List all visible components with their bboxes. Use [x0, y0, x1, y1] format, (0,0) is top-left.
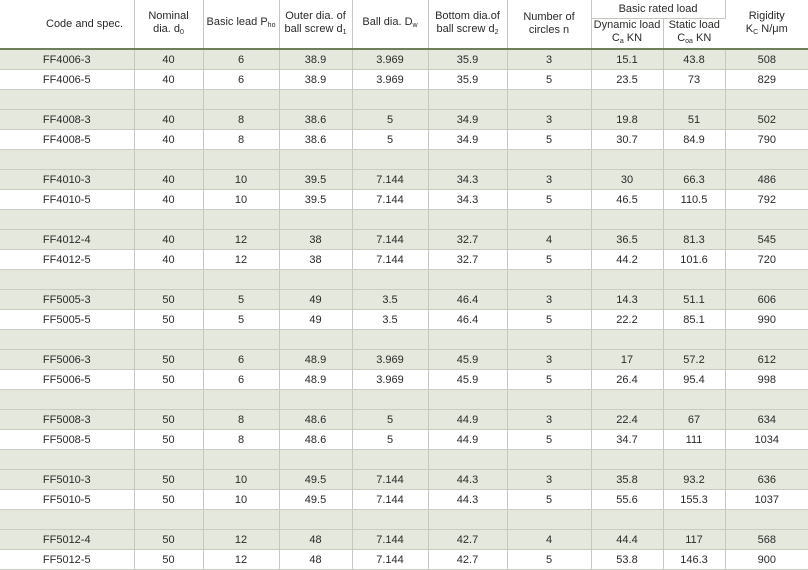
spacer-cell [352, 90, 428, 110]
spacer-cell [725, 330, 808, 350]
spacer-cell [428, 330, 507, 350]
cell-code-spec: FF5005-5 [0, 310, 134, 330]
cell-nominal-dia: 40 [134, 110, 203, 130]
cell-dynamic-load: 44.4 [591, 530, 663, 550]
cell-number-of-circles: 3 [507, 470, 591, 490]
cell-ball-dia: 3.5 [352, 310, 428, 330]
cell-rigidity: 636 [725, 470, 808, 490]
spacer-cell [663, 90, 725, 110]
cell-bottom-dia: 46.4 [428, 310, 507, 330]
cell-dynamic-load: 23.5 [591, 70, 663, 90]
cell-outer-dia: 48.9 [279, 350, 352, 370]
table-row [0, 49, 808, 70]
spacer-cell [352, 270, 428, 290]
cell-dynamic-load: 34.7 [591, 430, 663, 450]
cell-code-spec: FF4006-3 [0, 49, 134, 70]
spacer-cell [428, 210, 507, 230]
cell-rigidity: 720 [725, 250, 808, 270]
cell-number-of-circles: 5 [507, 190, 591, 210]
spacer-cell [0, 210, 134, 230]
header-rigidity: Rigidity $K_C$ N/μm [725, 0, 808, 49]
spacer-cell [352, 390, 428, 410]
cell-number-of-circles: 3 [507, 350, 591, 370]
cell-static-load: 43.8 [663, 49, 725, 70]
spacer-cell [591, 90, 663, 110]
cell-ball-dia: 7.144 [352, 530, 428, 550]
header-nominal-dia: Nominal dia. $d_0$ [134, 0, 203, 49]
cell-nominal-dia: 50 [134, 310, 203, 330]
header-basic-rated-load: Basic rated load [591, 0, 725, 19]
table-row [0, 370, 808, 390]
spacer-cell [507, 330, 591, 350]
cell-basic-lead: 10 [203, 170, 279, 190]
spacer-cell [663, 150, 725, 170]
header-outer-dia: Outer dia. of ball screw $d_1$ [279, 0, 352, 49]
spacer-cell [352, 510, 428, 530]
spacer-cell [428, 150, 507, 170]
spacer-cell [203, 510, 279, 530]
spacer-cell [663, 270, 725, 290]
cell-outer-dia: 48.6 [279, 410, 352, 430]
spacer-cell [591, 270, 663, 290]
cell-bottom-dia: 35.9 [428, 70, 507, 90]
cell-dynamic-load: 30.7 [591, 130, 663, 150]
cell-bottom-dia: 46.4 [428, 290, 507, 310]
table-row [0, 290, 808, 310]
cell-basic-lead: 10 [203, 490, 279, 510]
cell-number-of-circles: 5 [507, 430, 591, 450]
cell-dynamic-load: 19.8 [591, 110, 663, 130]
cell-code-spec: FF5008-3 [0, 410, 134, 430]
cell-ball-dia: 3.969 [352, 49, 428, 70]
spacer-cell [0, 510, 134, 530]
spacer-cell [507, 270, 591, 290]
cell-outer-dia: 39.5 [279, 170, 352, 190]
cell-bottom-dia: 44.3 [428, 470, 507, 490]
spacer-cell [279, 390, 352, 410]
spacer-cell [134, 90, 203, 110]
spacer-cell [203, 450, 279, 470]
spacer-cell [203, 330, 279, 350]
table-row [0, 70, 808, 90]
cell-number-of-circles: 5 [507, 550, 591, 570]
spacer-cell [203, 210, 279, 230]
cell-ball-dia: 3.969 [352, 370, 428, 390]
spacer-cell [279, 270, 352, 290]
table-row [0, 550, 808, 570]
cell-number-of-circles: 4 [507, 530, 591, 550]
cell-dynamic-load: 17 [591, 350, 663, 370]
cell-number-of-circles: 3 [507, 410, 591, 430]
cell-outer-dia: 49 [279, 290, 352, 310]
table-row [0, 430, 808, 450]
spacer-cell [203, 150, 279, 170]
spacer-cell [591, 210, 663, 230]
cell-static-load: 101.6 [663, 250, 725, 270]
cell-number-of-circles: 3 [507, 170, 591, 190]
spacer-cell [663, 330, 725, 350]
cell-code-spec: FF4010-3 [0, 170, 134, 190]
cell-code-spec: FF4006-5 [0, 70, 134, 90]
spacer-cell [134, 150, 203, 170]
spacer-row [0, 270, 808, 290]
cell-outer-dia: 38.6 [279, 110, 352, 130]
cell-nominal-dia: 50 [134, 490, 203, 510]
cell-nominal-dia: 50 [134, 290, 203, 310]
cell-outer-dia: 48.6 [279, 430, 352, 450]
cell-dynamic-load: 30 [591, 170, 663, 190]
spacer-cell [507, 90, 591, 110]
cell-dynamic-load: 53.8 [591, 550, 663, 570]
table-row [0, 530, 808, 550]
table-row [0, 190, 808, 210]
spacer-cell [663, 450, 725, 470]
cell-outer-dia: 38.9 [279, 70, 352, 90]
cell-code-spec: FF4008-3 [0, 110, 134, 130]
cell-ball-dia: 7.144 [352, 550, 428, 570]
table-header [0, 0, 808, 49]
spacer-row [0, 90, 808, 110]
spacer-cell [428, 450, 507, 470]
cell-static-load: 110.5 [663, 190, 725, 210]
cell-basic-lead: 12 [203, 250, 279, 270]
cell-code-spec: FF4012-5 [0, 250, 134, 270]
cell-basic-lead: 6 [203, 70, 279, 90]
cell-dynamic-load: 26.4 [591, 370, 663, 390]
spacer-cell [279, 450, 352, 470]
cell-outer-dia: 38.9 [279, 49, 352, 70]
cell-code-spec: FF4012-4 [0, 230, 134, 250]
spacer-cell [0, 90, 134, 110]
cell-number-of-circles: 5 [507, 70, 591, 90]
spacer-cell [134, 270, 203, 290]
spacer-cell [428, 90, 507, 110]
spacer-cell [507, 150, 591, 170]
cell-rigidity: 790 [725, 130, 808, 150]
cell-ball-dia: 7.144 [352, 190, 428, 210]
cell-bottom-dia: 45.9 [428, 350, 507, 370]
cell-rigidity: 1037 [725, 490, 808, 510]
cell-static-load: 146.3 [663, 550, 725, 570]
cell-ball-dia: 7.144 [352, 230, 428, 250]
cell-dynamic-load: 46.5 [591, 190, 663, 210]
cell-number-of-circles: 5 [507, 310, 591, 330]
cell-bottom-dia: 42.7 [428, 550, 507, 570]
spacer-cell [279, 90, 352, 110]
spacer-cell [725, 510, 808, 530]
cell-outer-dia: 48 [279, 550, 352, 570]
spacer-cell [663, 210, 725, 230]
spacer-cell [428, 510, 507, 530]
cell-ball-dia: 3.969 [352, 350, 428, 370]
header-ball-dia: Ball dia. $D_w$ [352, 0, 428, 49]
spacer-cell [591, 450, 663, 470]
header-basic-lead: Basic lead $P_{ho}$ [203, 0, 279, 49]
cell-nominal-dia: 40 [134, 130, 203, 150]
spacer-cell [279, 510, 352, 530]
spacer-cell [203, 390, 279, 410]
spacer-cell [507, 450, 591, 470]
cell-rigidity: 1034 [725, 430, 808, 450]
cell-ball-dia: 5 [352, 430, 428, 450]
cell-bottom-dia: 34.9 [428, 110, 507, 130]
spacer-cell [725, 210, 808, 230]
cell-nominal-dia: 50 [134, 350, 203, 370]
cell-rigidity: 508 [725, 49, 808, 70]
spacer-cell [663, 390, 725, 410]
cell-bottom-dia: 42.7 [428, 530, 507, 550]
cell-number-of-circles: 5 [507, 490, 591, 510]
cell-rigidity: 606 [725, 290, 808, 310]
cell-outer-dia: 38.6 [279, 130, 352, 150]
spacer-cell [507, 210, 591, 230]
table-body [0, 49, 808, 570]
spacer-cell [352, 450, 428, 470]
table-row [0, 310, 808, 330]
cell-bottom-dia: 44.9 [428, 410, 507, 430]
cell-dynamic-load: 55.6 [591, 490, 663, 510]
spacer-cell [0, 390, 134, 410]
cell-basic-lead: 5 [203, 310, 279, 330]
cell-code-spec: FF5012-5 [0, 550, 134, 570]
header-code-spec: Code and spec. [0, 0, 134, 49]
cell-bottom-dia: 35.9 [428, 49, 507, 70]
cell-static-load: 84.9 [663, 130, 725, 150]
cell-static-load: 81.3 [663, 230, 725, 250]
spacer-cell [279, 150, 352, 170]
cell-ball-dia: 5 [352, 410, 428, 430]
cell-ball-dia: 3.5 [352, 290, 428, 310]
table-row [0, 410, 808, 430]
spacer-cell [0, 330, 134, 350]
spacer-cell [134, 390, 203, 410]
cell-ball-dia: 7.144 [352, 250, 428, 270]
cell-rigidity: 990 [725, 310, 808, 330]
cell-basic-lead: 12 [203, 550, 279, 570]
cell-static-load: 111 [663, 430, 725, 450]
cell-code-spec: FF5010-5 [0, 490, 134, 510]
cell-basic-lead: 12 [203, 530, 279, 550]
spacer-cell [591, 390, 663, 410]
table-row [0, 170, 808, 190]
cell-rigidity: 612 [725, 350, 808, 370]
spacer-row [0, 210, 808, 230]
cell-dynamic-load: 36.5 [591, 230, 663, 250]
cell-nominal-dia: 40 [134, 70, 203, 90]
spacer-cell [134, 330, 203, 350]
cell-static-load: 66.3 [663, 170, 725, 190]
cell-rigidity: 900 [725, 550, 808, 570]
spacer-row [0, 450, 808, 470]
cell-rigidity: 829 [725, 70, 808, 90]
cell-basic-lead: 12 [203, 230, 279, 250]
cell-nominal-dia: 40 [134, 49, 203, 70]
cell-basic-lead: 10 [203, 470, 279, 490]
cell-outer-dia: 39.5 [279, 190, 352, 210]
header-number-of-circles: Number of circles n [507, 0, 591, 49]
cell-static-load: 67 [663, 410, 725, 430]
cell-static-load: 117 [663, 530, 725, 550]
cell-ball-dia: 5 [352, 110, 428, 130]
cell-dynamic-load: 15.1 [591, 49, 663, 70]
cell-number-of-circles: 3 [507, 110, 591, 130]
cell-ball-dia: 3.969 [352, 70, 428, 90]
cell-code-spec: FF5006-3 [0, 350, 134, 370]
spacer-row [0, 330, 808, 350]
spacer-cell [134, 450, 203, 470]
table-row [0, 350, 808, 370]
cell-code-spec: FF4008-5 [0, 130, 134, 150]
spacer-cell [591, 330, 663, 350]
cell-rigidity: 545 [725, 230, 808, 250]
table-row [0, 250, 808, 270]
cell-rigidity: 568 [725, 530, 808, 550]
spacer-cell [428, 270, 507, 290]
cell-basic-lead: 8 [203, 110, 279, 130]
cell-nominal-dia: 40 [134, 170, 203, 190]
table-row [0, 490, 808, 510]
cell-number-of-circles: 4 [507, 230, 591, 250]
cell-ball-dia: 7.144 [352, 490, 428, 510]
cell-rigidity: 486 [725, 170, 808, 190]
cell-static-load: 73 [663, 70, 725, 90]
cell-dynamic-load: 44.2 [591, 250, 663, 270]
cell-static-load: 51 [663, 110, 725, 130]
cell-rigidity: 792 [725, 190, 808, 210]
spacer-row [0, 390, 808, 410]
cell-static-load: 95.4 [663, 370, 725, 390]
cell-nominal-dia: 50 [134, 430, 203, 450]
cell-nominal-dia: 50 [134, 470, 203, 490]
header-static-load: Static load $C_{oa}$ KN [663, 19, 725, 50]
cell-bottom-dia: 34.3 [428, 170, 507, 190]
spacer-cell [725, 90, 808, 110]
cell-basic-lead: 8 [203, 130, 279, 150]
spacer-cell [352, 330, 428, 350]
spacer-cell [725, 150, 808, 170]
spacer-cell [725, 450, 808, 470]
spacer-cell [134, 210, 203, 230]
cell-basic-lead: 8 [203, 410, 279, 430]
table-row [0, 470, 808, 490]
cell-code-spec: FF5008-5 [0, 430, 134, 450]
cell-static-load: 57.2 [663, 350, 725, 370]
spacer-cell [134, 510, 203, 530]
spacer-cell [591, 150, 663, 170]
cell-rigidity: 502 [725, 110, 808, 130]
cell-outer-dia: 48 [279, 530, 352, 550]
cell-static-load: 93.2 [663, 470, 725, 490]
cell-bottom-dia: 32.7 [428, 230, 507, 250]
spacer-cell [725, 270, 808, 290]
cell-code-spec: FF5010-3 [0, 470, 134, 490]
cell-outer-dia: 49.5 [279, 470, 352, 490]
cell-bottom-dia: 44.9 [428, 430, 507, 450]
cell-basic-lead: 6 [203, 49, 279, 70]
table-row [0, 130, 808, 150]
spacer-cell [725, 390, 808, 410]
spacer-cell [352, 210, 428, 230]
spacer-cell [279, 330, 352, 350]
spacer-cell [0, 150, 134, 170]
cell-number-of-circles: 5 [507, 250, 591, 270]
cell-basic-lead: 6 [203, 370, 279, 390]
cell-ball-dia: 5 [352, 130, 428, 150]
cell-rigidity: 634 [725, 410, 808, 430]
cell-basic-lead: 10 [203, 190, 279, 210]
cell-outer-dia: 38 [279, 250, 352, 270]
cell-bottom-dia: 34.9 [428, 130, 507, 150]
cell-nominal-dia: 40 [134, 190, 203, 210]
cell-outer-dia: 49.5 [279, 490, 352, 510]
cell-bottom-dia: 34.3 [428, 190, 507, 210]
spacer-cell [203, 90, 279, 110]
cell-code-spec: FF5012-4 [0, 530, 134, 550]
cell-bottom-dia: 45.9 [428, 370, 507, 390]
spacer-cell [591, 510, 663, 530]
cell-number-of-circles: 3 [507, 49, 591, 70]
spacer-cell [663, 510, 725, 530]
cell-nominal-dia: 50 [134, 550, 203, 570]
cell-code-spec: FF4010-5 [0, 190, 134, 210]
cell-bottom-dia: 32.7 [428, 250, 507, 270]
header-bottom-dia: Bottom dia.of ball screw $d_2$ [428, 0, 507, 49]
cell-dynamic-load: 22.4 [591, 410, 663, 430]
spacer-cell [0, 450, 134, 470]
cell-bottom-dia: 44.3 [428, 490, 507, 510]
cell-outer-dia: 38 [279, 230, 352, 250]
cell-ball-dia: 7.144 [352, 470, 428, 490]
table-row [0, 110, 808, 130]
cell-rigidity: 998 [725, 370, 808, 390]
spacer-cell [507, 510, 591, 530]
cell-nominal-dia: 50 [134, 410, 203, 430]
cell-code-spec: FF5005-3 [0, 290, 134, 310]
cell-basic-lead: 6 [203, 350, 279, 370]
cell-ball-dia: 7.144 [352, 170, 428, 190]
cell-nominal-dia: 40 [134, 230, 203, 250]
spacer-cell [352, 150, 428, 170]
cell-number-of-circles: 3 [507, 290, 591, 310]
header-dynamic-load: Dynamic load $C_a$ KN [591, 19, 663, 50]
cell-dynamic-load: 14.3 [591, 290, 663, 310]
cell-static-load: 85.1 [663, 310, 725, 330]
spacer-cell [428, 390, 507, 410]
spacer-row [0, 510, 808, 530]
cell-number-of-circles: 5 [507, 370, 591, 390]
table-row [0, 230, 808, 250]
spacer-cell [203, 270, 279, 290]
cell-basic-lead: 5 [203, 290, 279, 310]
cell-static-load: 51.1 [663, 290, 725, 310]
spacer-cell [279, 210, 352, 230]
cell-outer-dia: 48.9 [279, 370, 352, 390]
spacer-cell [0, 270, 134, 290]
cell-basic-lead: 8 [203, 430, 279, 450]
cell-static-load: 155.3 [663, 490, 725, 510]
cell-nominal-dia: 50 [134, 370, 203, 390]
cell-nominal-dia: 50 [134, 530, 203, 550]
spacer-row [0, 150, 808, 170]
cell-number-of-circles: 5 [507, 130, 591, 150]
cell-dynamic-load: 22.2 [591, 310, 663, 330]
spacer-cell [507, 390, 591, 410]
cell-dynamic-load: 35.8 [591, 470, 663, 490]
cell-outer-dia: 49 [279, 310, 352, 330]
cell-code-spec: FF5006-5 [0, 370, 134, 390]
cell-nominal-dia: 40 [134, 250, 203, 270]
